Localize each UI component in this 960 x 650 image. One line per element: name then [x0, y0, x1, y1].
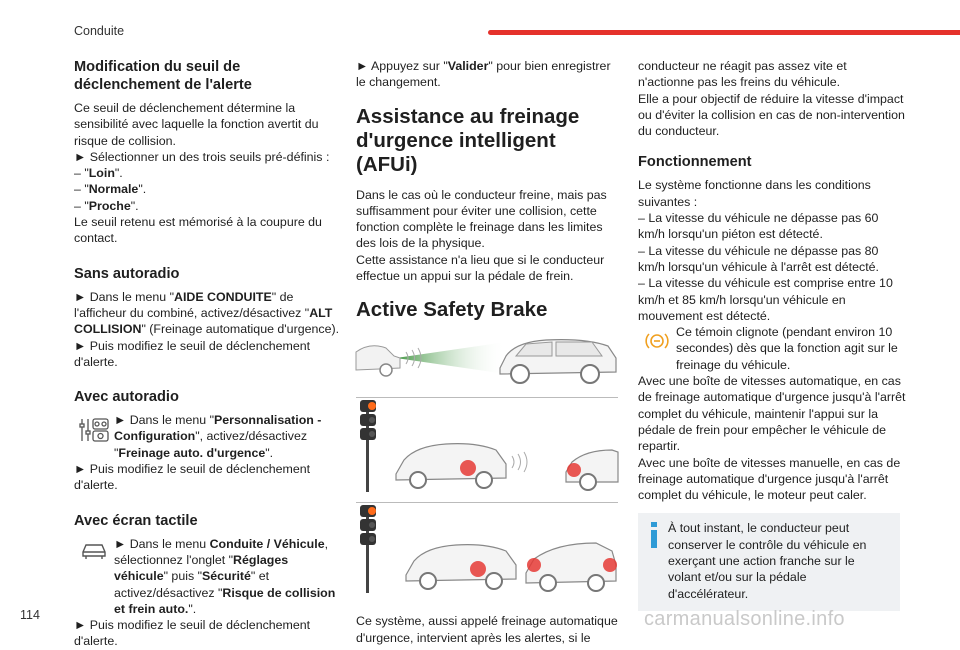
column-1 — [74, 58, 344, 650]
seuil-option-1: – "Loin". — [74, 166, 123, 181]
ecran-tactile-step: ► Dans le menu Conduite / Véhicule, sélectionnez l'onglet "Réglages véhicule" puis "Sécurité" et activez/désactivez "Risque de collision et frein auto.". — [114, 536, 336, 616]
fonctionnement-intro: Le système fonctionne dans les conditions suivantes : — [638, 178, 871, 209]
asb-objective: Elle a pour objectif de réduire la vitesse d'impact ou d'éviter la collision en cas de non-intervention du conducteur. — [638, 91, 905, 139]
avec-autoradio-seuil: ► Puis modifiez le seuil de déclenchement d'alerte. — [74, 462, 311, 493]
braking-illustration-1 — [356, 398, 618, 494]
seuil-select: ► Sélectionner un des trois seuils pré-définis : — [74, 149, 330, 164]
section-title: Conduite — [74, 24, 125, 38]
sans-autoradio-step: ► Dans le menu "AIDE CONDUITE" de l'afficheur du combiné, activez/désactivez "ALT COLLISION" (Freinage automatique d'urgence). — [74, 289, 340, 337]
valider-step: ► Appuyez sur "Valider" pour bien enregistrer le changement. — [356, 59, 611, 90]
avec-autoradio-step: ► Dans le menu "Personnalisation - Configuration", activez/désactivez "Freinage auto. d'urgence". — [114, 413, 322, 460]
boite-automatique: Avec une boîte de vitesses automatique, en cas de freinage automatique d'urgence jusqu'à l'arrêt complet du véhicule, maintenir l'appui sur la pédale de frein pour empêcher le véhicule de repartir. — [638, 374, 906, 454]
brake-warning-lamp-icon — [638, 324, 676, 358]
boite-manuelle: Avec une boîte de vitesses manuelle, en cas de freinage automatique d'urgence jusqu'à l'arrêt complet du véhicule, le moteur peut caler. — [638, 455, 901, 503]
heading-fonctionnement: Fonctionnement — [638, 154, 752, 171]
collision-illustration-car — [356, 336, 618, 386]
info-icon — [648, 520, 668, 601]
braking-illustration-2 — [356, 503, 618, 595]
heading-afui: Assistance au freinage d'urgence intelligent (AFUi) — [356, 104, 580, 176]
watermark: carmanualsonline.info — [644, 608, 845, 630]
heading-ecran-tactile: Avec écran tactile — [74, 512, 198, 529]
temoin-text: Ce témoin clignote (pendant environ 10 secondes) dès que la fonction agit sur le freinage du véhicule. — [676, 325, 898, 372]
asb-continuation: conducteur ne réagit pas assez vite et n'actionne pas les freins du véhicule. — [638, 59, 847, 90]
car-touchscreen-icon — [74, 536, 114, 570]
info-text: À tout instant, le conducteur peut conserver le contrôle du véhicule en exerçant une action franche sur le volant et/ou sur la pédale d'accélérateur. — [668, 521, 867, 601]
avec-autoradio-row — [74, 412, 344, 461]
page-number: 114 — [20, 608, 40, 622]
heading-active-safety-brake: Active Safety Brake — [356, 298, 548, 322]
seuil-option-2: – "Normale". — [74, 182, 147, 197]
condition-vehicule-mouvement: – La vitesse du véhicule est comprise entre 10 km/h et 85 km/h lorsqu'un véhicule en mouvement est détecté. — [638, 276, 893, 323]
condition-pieton: – La vitesse du véhicule ne dépasse pas 60 km/h lorsqu'un piéton est détecté. — [638, 211, 879, 242]
column-3 — [638, 58, 906, 611]
info-box — [638, 513, 900, 610]
afui-condition: Cette assistance n'a lieu que si le conducteur effectue un appui sur la pédale de frein. — [356, 252, 605, 284]
radio-settings-icon — [74, 412, 114, 446]
seuil-intro: Ce seuil de déclenchement détermine la sensibilité avec laquelle la fonction avertit du risque de collision. — [74, 101, 319, 148]
seuil-option-3: – "Proche". — [74, 198, 139, 213]
temoin-row — [638, 324, 906, 373]
ecran-tactile-row — [74, 536, 344, 617]
sans-autoradio-seuil: ► Puis modifiez le seuil de déclenchement d'alerte. — [74, 338, 311, 369]
ecran-tactile-seuil: ► Puis modifiez le seuil de déclenchement d'alerte. — [74, 618, 311, 649]
header-accent-bar — [488, 30, 960, 35]
heading-sans-autoradio: Sans autoradio — [74, 265, 180, 282]
heading-avec-autoradio: Avec autoradio — [74, 389, 179, 406]
heading-seuil: Modification du seuil de déclenchement de l'alerte — [74, 59, 252, 93]
afui-description: Dans le cas où le conducteur freine, mais pas suffisamment pour éviter une collision, cette fonction complète le freinage dans les limites des lois de la physique. — [356, 187, 607, 251]
condition-vehicule-arret: – La vitesse du véhicule ne dépasse pas 80 km/h lorsqu'un véhicule à l'arrêt est détecté. — [638, 243, 879, 274]
column-2 — [356, 58, 618, 646]
asb-description: Ce système, aussi appelé freinage automatique d'urgence, intervient après les alertes, si le — [356, 614, 618, 645]
seuil-memorise: Le seuil retenu est mémorisé à la coupure du contact. — [74, 215, 322, 246]
